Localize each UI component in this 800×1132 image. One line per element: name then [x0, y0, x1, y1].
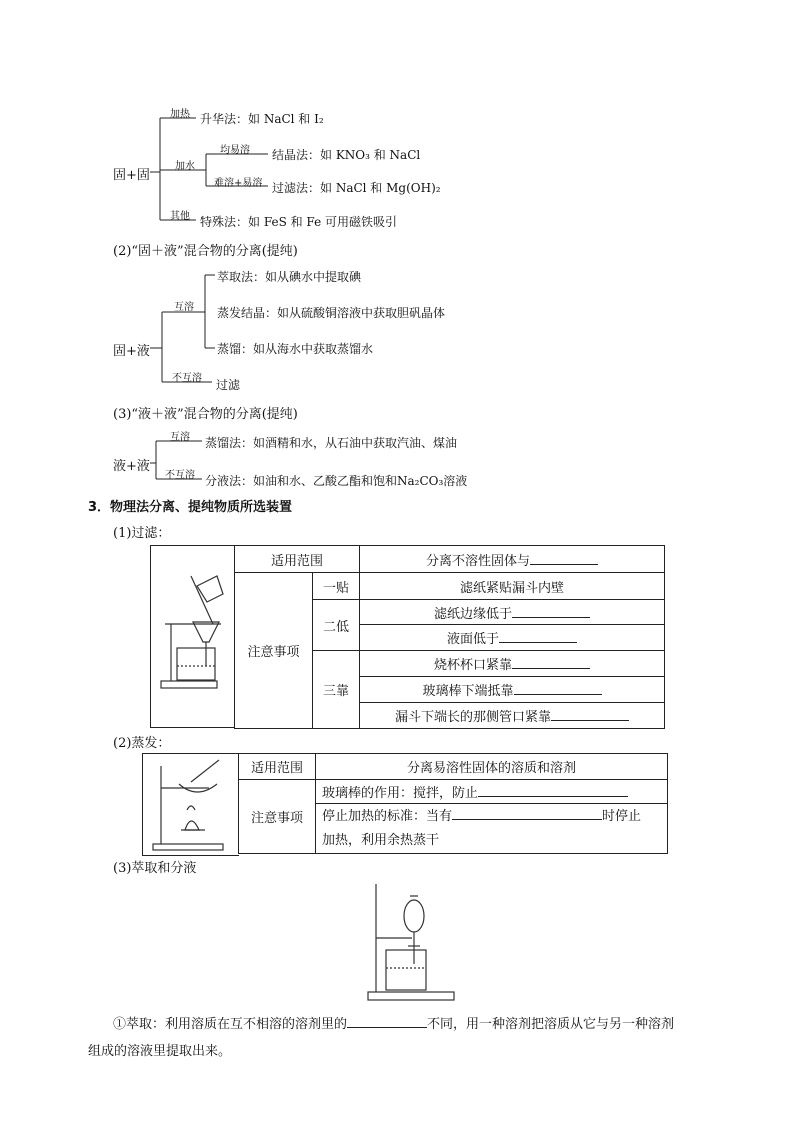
filter-heading: (1)过滤：	[113, 526, 171, 541]
filter-one-stick: 一贴	[313, 573, 360, 600]
heading-liquid-liquid: (3)“液＋液”混合物的分离(提纯)	[113, 407, 298, 422]
tree3-separate: 分液法：如油和水、乙酸乙酯和饱和Na₂CO₃溶液	[205, 474, 468, 488]
tree3-miscible-label: 互溶	[170, 432, 190, 443]
tree2-evap: 蒸发结晶：如从硫酸铜溶液中获取胆矾晶体	[217, 306, 446, 320]
evap-rod-text: 玻璃棒的作用：搅拌，防止	[322, 786, 479, 801]
blank-filter-beaker[interactable]	[512, 656, 590, 669]
tree2-immiscible-label: 不互溶	[172, 373, 202, 384]
tree2-extract: 萃取法：如从碘水中提取碘	[217, 270, 362, 284]
filter-three-lean-b: 玻璃棒下端抵靠	[422, 684, 514, 699]
tree1-other-text: 特殊法：如 FeS 和 Fe 可用磁铁吸引	[200, 215, 398, 229]
blank-filter-paper-edge[interactable]	[512, 605, 590, 618]
tree1-mixed-text: 过滤法：如 NaCl 和 Mg(OH)₂	[272, 181, 441, 195]
evap-stop-c: 加热，利用余热蒸干	[322, 832, 440, 848]
blank-filter-liquid[interactable]	[499, 630, 577, 643]
heading-solid-liquid: (2)“固＋液”混合物的分离(提纯)	[113, 244, 298, 259]
tree2-distill: 蒸馏：如从海水中获取蒸馏水	[217, 342, 374, 356]
filter-two-low-a: 滤纸边缘低于	[433, 606, 512, 622]
evap-scope-label: 适用范围	[239, 754, 316, 780]
blank-filter-rod[interactable]	[514, 682, 602, 695]
evap-stop-a: 停止加热的标准：当有	[322, 808, 453, 824]
tree3-immiscible-label: 不互溶	[165, 470, 195, 481]
blank-filter-funnel[interactable]	[551, 708, 629, 721]
tree1-soluble-label: 均易溶	[220, 145, 250, 156]
filter-three-lean-a: 烧杯杯口紧靠	[433, 658, 512, 673]
extract-para-a: ①萃取：利用溶质在互不相溶的溶剂里的	[113, 1017, 348, 1032]
filter-notes-label: 注意事项	[235, 573, 313, 729]
separatory-funnel-image	[362, 880, 462, 1005]
evap-apparatus-image	[143, 754, 239, 855]
evap-image-cell	[142, 753, 239, 856]
tree1-mixed-label: 难溶+易溶	[214, 178, 263, 189]
tree2-root: 固+液	[113, 344, 150, 359]
filter-image-cell	[150, 545, 235, 728]
filter-three-lean-c: 漏斗下端长的那侧管口紧靠	[394, 710, 551, 725]
tree1-heat-text: 升华法：如 NaCl 和 I₂	[200, 112, 324, 126]
extract-heading: (3)萃取和分液	[113, 861, 197, 876]
tree1-soluble-text: 结晶法：如 KNO₃ 和 NaCl	[272, 148, 421, 162]
extract-paragraph-line1	[113, 1013, 674, 1032]
filter-two-low: 二低	[313, 600, 360, 651]
filter-three-lean: 三靠	[313, 651, 360, 729]
tree1-heat-label: 加热	[170, 109, 190, 120]
tree1-water-label: 加水	[175, 161, 195, 172]
blank-filter-scope[interactable]	[530, 552, 598, 565]
evap-stop-b: 时停止	[602, 808, 642, 824]
blank-extract-solubility[interactable]	[347, 1015, 427, 1028]
section3-title: 3．物理法分离、提纯物质所选装置	[88, 500, 293, 515]
extract-para-c: 组成的溶液里提取出来。	[88, 1044, 232, 1059]
evap-scope-text: 分离易溶性固体的溶质和溶剂	[316, 754, 668, 780]
extract-para-b: 不同，用一种溶剂把溶质从它与另一种溶剂	[427, 1017, 675, 1032]
tree1-root: 固+固	[113, 168, 150, 183]
tree3-root: 液+液	[113, 459, 150, 474]
filter-table	[234, 545, 665, 729]
tree1-other-label: 其他	[170, 211, 190, 222]
filter-scope-text: 分离不溶性固体与	[425, 553, 530, 569]
evap-table	[238, 753, 668, 854]
blank-evap-stop[interactable]	[452, 807, 602, 820]
evap-heading: (2)蒸发：	[113, 736, 171, 751]
tree2-miscible-label: 互溶	[174, 302, 194, 313]
filter-one-stick-text: 滤纸紧贴漏斗内壁	[360, 573, 665, 600]
blank-evap-rod[interactable]	[478, 784, 628, 797]
tree2-filter: 过滤	[216, 378, 241, 392]
filter-apparatus-image	[151, 546, 235, 727]
tree3-distill: 蒸馏法：如酒精和水，从石油中获取汽油、煤油	[205, 436, 458, 450]
evap-notes-label: 注意事项	[239, 780, 316, 854]
filter-scope-label: 适用范围	[235, 546, 360, 573]
filter-two-low-b: 液面低于	[446, 632, 499, 647]
